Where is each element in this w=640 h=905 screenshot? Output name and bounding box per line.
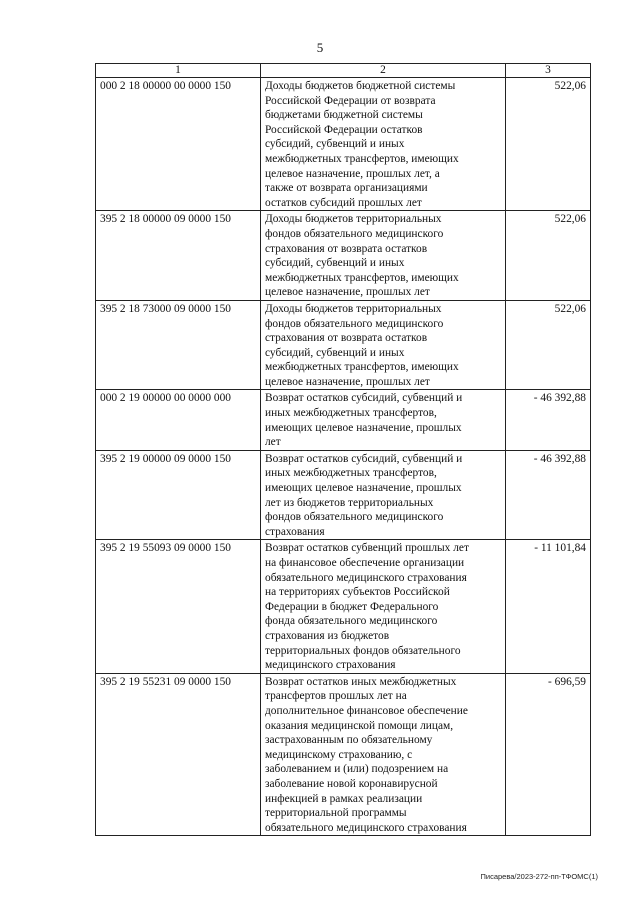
description-line: целевое назначение, прошлых лет bbox=[265, 375, 430, 388]
table-row bbox=[96, 390, 591, 450]
description-line: субсидий, субвенций и иных bbox=[265, 346, 405, 359]
table-row bbox=[96, 673, 591, 836]
description-line: медицинскому страхованию, с bbox=[265, 748, 413, 761]
item-description bbox=[261, 673, 506, 836]
description-line: межбюджетных трансфертов, имеющих bbox=[265, 271, 459, 284]
description-line: имеющих целевое назначение, прошлых bbox=[265, 421, 462, 434]
budget-code: 395 2 19 00000 09 0000 150 bbox=[96, 450, 261, 540]
column-header-1: 1 bbox=[96, 64, 261, 78]
description-line: лет bbox=[265, 436, 281, 449]
budget-code: 395 2 19 55231 09 0000 150 bbox=[96, 673, 261, 836]
amount-value: 522,06 bbox=[506, 300, 591, 390]
budget-code: 395 2 18 00000 09 0000 150 bbox=[96, 211, 261, 301]
description-line: имеющих целевое назначение, прошлых bbox=[265, 482, 462, 495]
description-line: Доходы бюджетов территориальных bbox=[265, 302, 442, 315]
budget-code: 395 2 19 55093 09 0000 150 bbox=[96, 540, 261, 673]
description-line: страхования из бюджетов bbox=[265, 629, 390, 642]
description-line: Доходы бюджетов бюджетной системы bbox=[265, 80, 456, 92]
description-line: застрахованным по обязательному bbox=[265, 734, 433, 747]
table-row bbox=[96, 211, 591, 301]
amount-value: - 46 392,88 bbox=[506, 450, 591, 540]
description-line: фонда обязательного медицинского bbox=[265, 615, 438, 628]
description-line: иных межбюджетных трансфертов, bbox=[265, 407, 437, 420]
description-line: также от возврата организациями bbox=[265, 182, 428, 195]
description-line: трансфертов прошлых лет на bbox=[265, 690, 407, 703]
item-description bbox=[261, 540, 506, 673]
description-line: фондов обязательного медицинского bbox=[265, 227, 444, 240]
amount-value: 522,06 bbox=[506, 78, 591, 211]
budget-code: 000 2 19 00000 00 0000 000 bbox=[96, 390, 261, 450]
table-row bbox=[96, 450, 591, 540]
description-line: Российской Федерации остатков bbox=[265, 123, 423, 136]
description-line: остатков субсидий прошлых лет bbox=[265, 196, 422, 209]
table-row bbox=[96, 78, 591, 211]
description-line: территориальных фондов обязательного bbox=[265, 644, 461, 657]
description-line: дополнительное финансовое обеспечение bbox=[265, 704, 468, 717]
item-description bbox=[261, 211, 506, 301]
description-line: Возврат остатков субвенций прошлых лет bbox=[265, 542, 469, 555]
description-line: межбюджетных трансфертов, имеющих bbox=[265, 152, 459, 165]
description-line: лет из бюджетов территориальных bbox=[265, 496, 434, 509]
description-line: бюджетами бюджетной системы bbox=[265, 109, 423, 122]
description-line: обязательного медицинского страхования bbox=[265, 821, 467, 834]
column-header-2: 2 bbox=[261, 64, 506, 78]
amount-value: - 46 392,88 bbox=[506, 390, 591, 450]
table-header-row bbox=[96, 64, 591, 78]
budget-code: 395 2 18 73000 09 0000 150 bbox=[96, 300, 261, 390]
description-line: медицинского страхования bbox=[265, 659, 396, 672]
description-line: территориальной программы bbox=[265, 807, 407, 820]
table-row bbox=[96, 540, 591, 673]
description-line: инфекцией в рамках реализации bbox=[265, 792, 423, 805]
item-description bbox=[261, 78, 506, 211]
description-line: Федерации в бюджет Федерального bbox=[265, 600, 439, 613]
description-line: целевое назначение, прошлых лет bbox=[265, 286, 430, 299]
item-description bbox=[261, 300, 506, 390]
item-description bbox=[261, 390, 506, 450]
amount-value: - 11 101,84 bbox=[506, 540, 591, 673]
budget-table bbox=[95, 63, 591, 836]
description-line: страхования от возврата остатков bbox=[265, 332, 428, 345]
description-line: целевое назначение, прошлых лет, а bbox=[265, 167, 440, 180]
description-line: фондов обязательного медицинского bbox=[265, 511, 444, 524]
description-line: Российской Федерации от возврата bbox=[265, 94, 436, 107]
page-number: 5 bbox=[316, 40, 324, 55]
amount-value: - 696,59 bbox=[506, 673, 591, 836]
description-line: Возврат остатков субсидий, субвенций и bbox=[265, 392, 463, 405]
document-footer-id: Писарева/2023-272-пп-ТФОМС(1) bbox=[480, 872, 598, 881]
item-description bbox=[261, 450, 506, 540]
description-line: на финансовое обеспечение организации bbox=[265, 557, 465, 569]
description-line: межбюджетных трансфертов, имеющих bbox=[265, 361, 459, 374]
description-line: Возврат остатков иных межбюджетных bbox=[265, 675, 457, 688]
description-line: заболевание новой коронавирусной bbox=[265, 777, 438, 790]
description-line: страхования от возврата остатков bbox=[265, 242, 428, 255]
description-line: обязательного медицинского страхования bbox=[265, 571, 467, 584]
amount-value: 522,06 bbox=[506, 211, 591, 301]
description-line: страхования bbox=[265, 525, 325, 538]
description-line: субсидий, субвенций и иных bbox=[265, 138, 405, 151]
column-header-3: 3 bbox=[506, 64, 591, 78]
description-line: оказания медицинской помощи лицам, bbox=[265, 719, 454, 732]
description-line: Доходы бюджетов территориальных bbox=[265, 213, 442, 226]
description-line: субсидий, субвенций и иных bbox=[265, 257, 405, 270]
description-line: фондов обязательного медицинского bbox=[265, 317, 444, 330]
description-line: иных межбюджетных трансфертов, bbox=[265, 467, 437, 480]
description-line: Возврат остатков субсидий, субвенций и bbox=[265, 452, 463, 465]
description-line: на территориях субъектов Российской bbox=[265, 586, 450, 599]
table-row bbox=[96, 300, 591, 390]
budget-code: 000 2 18 00000 00 0000 150 bbox=[96, 78, 261, 211]
description-line: заболеванием и (или) подозрением на bbox=[265, 763, 449, 776]
